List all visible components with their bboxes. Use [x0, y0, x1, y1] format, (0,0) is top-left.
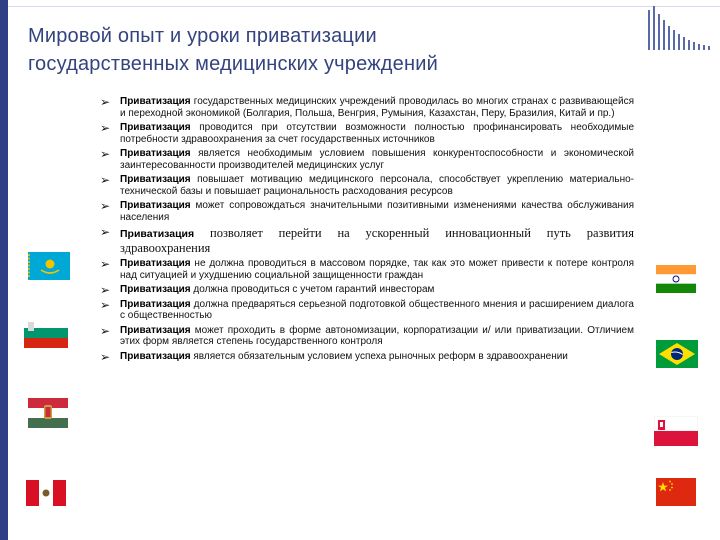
arrow-bullet-icon: ➢ — [100, 297, 111, 312]
list-item: ➢ Приватизация должна проводиться с учетом гарантий инвесторам — [100, 283, 435, 297]
bullet-list — [98, 96, 634, 365]
list-item: ➢ Приватизация должна предваряться серьезной подготовкой общественного мнения и расширением диалога с общественностью — [100, 297, 634, 321]
arrow-bullet-icon: ➢ — [100, 323, 111, 338]
list-item: ➢ Приватизация не должна проводиться в массовом порядке, так как это может привести к потере контроля над ситуацией и ухудшению социальной защищенности граждан — [100, 257, 634, 281]
peru-flag-icon — [26, 480, 66, 506]
arrow-bullet-icon: ➢ — [100, 283, 111, 297]
kazakhstan-flag-icon — [28, 252, 70, 280]
list-item: ➢ Приватизация позволяет перейти на ускоренный инновационный путь развития здравоохранения — [100, 225, 634, 255]
hungary-flag-icon — [28, 398, 68, 428]
bulgaria-flag-icon — [24, 318, 68, 348]
arrow-bullet-icon: ➢ — [100, 199, 111, 213]
arrow-bullet-icon: ➢ — [100, 173, 111, 187]
hungary-flag — [28, 398, 68, 428]
list-item: ➢ Приватизация является необходимым условием повышения конкурентоспособности и экономической заинтересованности производителей медицинских услуг — [100, 147, 634, 171]
title-line-2: государственных медицинских учреждений — [28, 53, 438, 75]
top-divider — [8, 6, 720, 7]
arrow-bullet-icon: ➢ — [100, 225, 111, 239]
arrow-bullet-icon: ➢ — [100, 147, 111, 161]
arrow-bullet-icon: ➢ — [100, 121, 111, 135]
brazil-flag-icon — [656, 340, 698, 368]
list-item: ➢ Приватизация может проходить в форме автономизации, корпоратизации и/ или приватизации. Отличием этих форм является степень государственного контроля — [100, 323, 634, 347]
slide-title — [28, 22, 608, 78]
arrow-bullet-icon: ➢ — [100, 257, 111, 271]
china-flag — [656, 478, 696, 506]
list-item: ➢ Приватизация государственных медицинских учреждений проводилась во многих странах с развивающейся и переходной экономикой (Болгария, Польша, Венгрия, Румыния, Казахстан, Перу, Бразилия, Китай и пр.) — [100, 95, 634, 119]
arrow-bullet-icon: ➢ — [100, 95, 111, 109]
arrow-bullet-icon: ➢ — [100, 349, 111, 364]
peru-flag — [26, 480, 66, 506]
poland-flag — [654, 416, 698, 446]
list-item: ➢ Приватизация является обязательным условием успеха рыночных реформ в здравоохранении — [100, 349, 568, 364]
kazakhstan-flag — [28, 252, 70, 280]
india-flag — [656, 265, 696, 293]
list-item: ➢ Приватизация проводится при отсутствии возможности полностью профинансировать необходимые потребности здравоохранения за счет государственных источников — [100, 121, 634, 145]
title-line-1: Мировой опыт и уроки приватизации — [28, 25, 377, 47]
list-item: ➢ Приватизация может сопровождаться значительными позитивными изменениями качества обслуживания населения — [100, 199, 634, 223]
left-accent-bar — [0, 0, 8, 540]
logo-bars-icon — [646, 6, 714, 50]
bulgaria-flag — [24, 318, 68, 348]
china-flag-icon — [656, 478, 696, 506]
list-item: ➢ Приватизация повышает мотивацию медицинского персонала, способствует укреплению материально-технической базы и повышает рациональность расходования ресурсов — [100, 173, 634, 197]
poland-flag-icon — [654, 416, 698, 446]
brazil-flag — [656, 340, 698, 368]
india-flag-icon — [656, 265, 696, 293]
